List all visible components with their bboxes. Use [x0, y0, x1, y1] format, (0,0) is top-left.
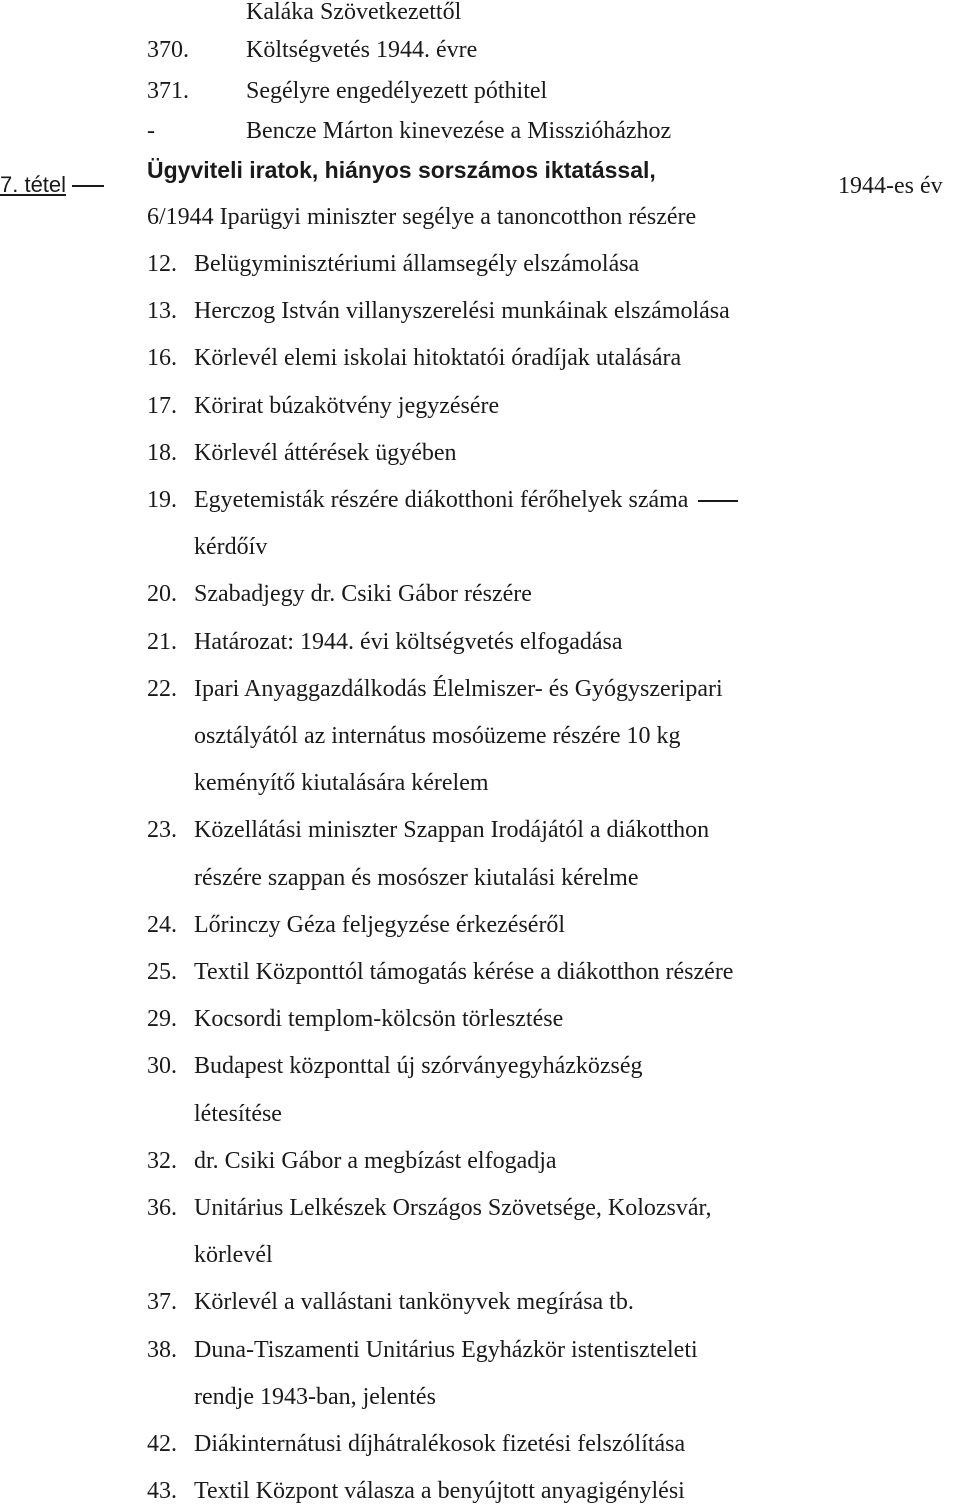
entry-number: 37. — [147, 1289, 177, 1315]
entry-text: Körlevél a vallástani tankönyvek megírása tb. — [194, 1289, 634, 1315]
section-dash — [72, 185, 104, 187]
entry-number: 29. — [147, 1006, 177, 1032]
entry-text: Kocsordi templom-kölcsön törlesztése — [194, 1006, 564, 1032]
entry-text: Körlevél elemi iskolai hitoktatói óradíjak utalására — [194, 345, 682, 371]
entry-number: 18. — [147, 440, 177, 466]
entry-number: 32. — [147, 1148, 177, 1174]
entry-text: Egyetemisták részére diákotthoni férőhelyek száma — [194, 486, 738, 514]
section-year: 1944-es év — [838, 173, 943, 199]
entry-text: Közellátási miniszter Szappan Irodájától a diákotthon — [194, 817, 710, 843]
entry-text: Herczog István villanyszerelési munkáinak elszámolása — [194, 298, 730, 324]
entry-text: Diákinternátusi díjhátralékosok fizetési felszólítása — [194, 1431, 686, 1457]
entry-text: létesítése — [194, 1101, 282, 1127]
entry-text: Unitárius Lelkészek Országos Szövetsége, Kolozsvár, — [194, 1195, 712, 1221]
entry-number: 25. — [147, 959, 177, 985]
entry-text: dr. Csiki Gábor a megbízást elfogadja — [194, 1148, 557, 1174]
entry-text: Budapest központtal új szórványegyházközség — [194, 1053, 643, 1079]
entry-text: Textil Központ válasza a benyújtott anyagigénylési — [194, 1478, 685, 1504]
top-line-text: Kaláka Szövetkezettől — [246, 0, 462, 25]
entry-number: 20. — [147, 581, 177, 607]
entry-text: Határozat: 1944. évi költségvetés elfogadása — [194, 629, 623, 655]
entry-number: 19. — [147, 487, 177, 513]
section-subheading: 6/1944 Iparügyi miniszter segélye a tanoncotthon részére — [147, 204, 697, 230]
entry-text: Belügyminisztériumi államsegély elszámolása — [194, 251, 640, 277]
entry-text: részére szappan és mosószer kiutalási kérelme — [194, 865, 639, 891]
section-label — [0, 172, 104, 198]
entry-text: kérdőív — [194, 534, 268, 560]
entry-number: 38. — [147, 1337, 177, 1363]
entry-text: osztályától az internátus mosóüzeme részére 10 kg — [194, 723, 681, 749]
entry-number: 13. — [147, 298, 177, 324]
entry-text: keményítő kiutalására kérelem — [194, 770, 489, 796]
entry-text: rendje 1943-ban, jelentés — [194, 1384, 436, 1410]
entry-dash — [698, 500, 738, 502]
entry-number: 24. — [147, 912, 177, 938]
entry-text: Szabadjegy dr. Csiki Gábor részére — [194, 581, 532, 607]
entry-number: 17. — [147, 393, 177, 419]
entry-number: 12. — [147, 251, 177, 277]
entry-text: Duna-Tiszamenti Unitárius Egyházkör istentiszteleti — [194, 1337, 698, 1363]
entry-text: Lőrinczy Géza feljegyzése érkezéséről — [194, 912, 566, 938]
entry-number: 371. — [147, 78, 189, 104]
top-line-text: Költségvetés 1944. évre — [246, 37, 478, 63]
entry-number: 16. — [147, 345, 177, 371]
section-label-text: 7. tétel — [0, 172, 67, 197]
entry-number: 21. — [147, 629, 177, 655]
entry-number: 36. — [147, 1195, 177, 1221]
top-line-text: Bencze Márton kinevezése a Misszióházhoz — [246, 118, 672, 144]
top-line-text: Segélyre engedélyezett póthitel — [246, 78, 548, 104]
entry-number: 30. — [147, 1053, 177, 1079]
entry-text: körlevél — [194, 1242, 273, 1268]
entry-number: 370. — [147, 37, 189, 63]
entry-text: Körirat búzakötvény jegyzésére — [194, 393, 500, 419]
entry-text: Körlevél áttérések ügyében — [194, 440, 457, 466]
entry-number: 43. — [147, 1478, 177, 1504]
section-heading: Ügyviteli iratok, hiányos sorszámos iktatással, — [147, 157, 656, 183]
entry-number: 22. — [147, 676, 177, 702]
entry-text: Ipari Anyaggazdálkodás Élelmiszer- és Gyógyszeripari — [194, 676, 723, 702]
entry-number: - — [147, 118, 155, 144]
entry-number: 23. — [147, 817, 177, 843]
entry-text: Textil Központtól támogatás kérése a diákotthon részére — [194, 959, 734, 985]
entry-number: 42. — [147, 1431, 177, 1457]
